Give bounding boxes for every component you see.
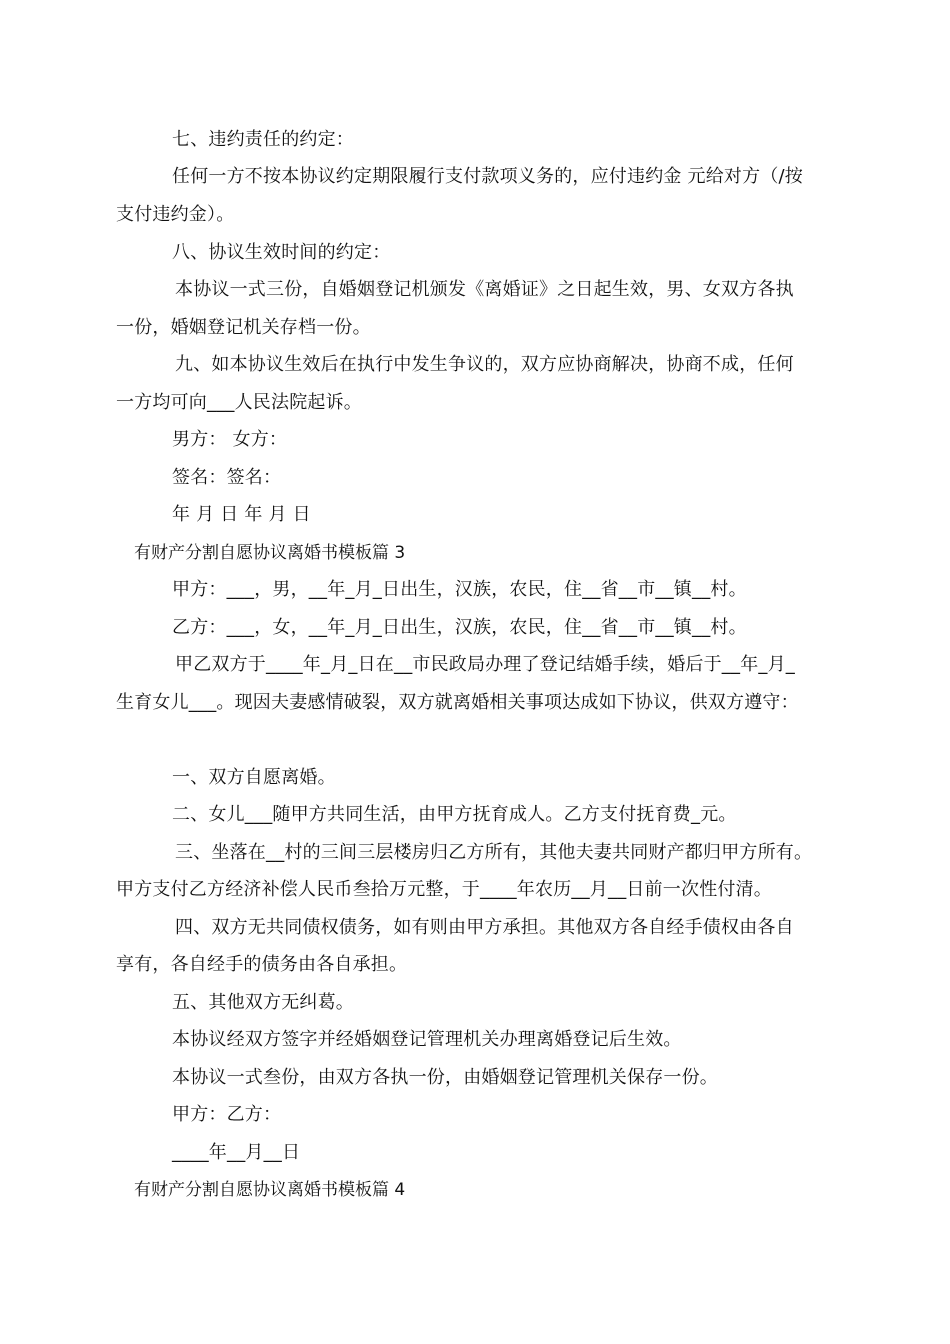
paragraph-line: 享有，各自经手的债务由各自承担。 (116, 954, 408, 975)
signature-party-line: 男方： 女方： (172, 429, 288, 450)
section-8-heading: 八、协议生效时间的约定： (172, 242, 391, 263)
paragraph-line: 支付违约金）。 (116, 204, 235, 225)
clause-3: 三、坐落在__村的三间三层楼房归乙方所有，其他夫妻共同财产都归甲方所有。 (175, 842, 813, 863)
template-4-title: 有财产分割自愿协议离婚书模板篇 4 (134, 1180, 406, 1200)
paragraph-line: 一份，婚姻登记机关存档一份。 (116, 317, 371, 338)
section-9-line: 九、如本协议生效后在执行中发生争议的，双方应协商解决，协商不成，任何 (175, 354, 794, 375)
clause-5: 五、其他双方无纠葛。 (172, 992, 354, 1013)
signature-date-line: ____年__月__日 (172, 1142, 301, 1163)
signature-name-line: 签名：签名： (172, 467, 282, 488)
clause-4: 四、双方无共同债权债务，如有则由甲方承担。其他双方各自经手债权由各自 (175, 917, 794, 938)
signature-date-line: 年 月 日 年 月 日 (172, 504, 311, 525)
template-3-title: 有财产分割自愿协议离婚书模板篇 3 (134, 543, 406, 563)
paragraph-line: 一方均可向___人民法院起诉。 (116, 392, 362, 413)
clause-1: 一、双方自愿离婚。 (172, 767, 336, 788)
party-a-info: 甲方：___，男，__年_月_日出生，汉族，农民，住__省__市__镇__村。 (172, 579, 747, 600)
copies-clause: 本协议一式叁份，由双方各执一份，由婚姻登记管理机关保存一份。 (172, 1067, 718, 1088)
effect-clause: 本协议经双方签字并经婚姻登记管理机关办理离婚登记后生效。 (172, 1029, 682, 1050)
clause-2: 二、女儿___随甲方共同生活，由甲方抚育成人。乙方支付抚育费_元。 (172, 804, 737, 825)
paragraph-line: 甲方支付乙方经济补偿人民币叁拾万元整，于____年农历__月__日前一次性付清。 (116, 879, 772, 900)
section-7-heading: 七、违约责任的约定： (172, 129, 354, 150)
paragraph-line: 甲乙双方于____年_月_日在__市民政局办理了登记结婚手续，婚后于__年_月_ (175, 654, 795, 675)
party-b-info: 乙方：___，女，__年_月_日出生，汉族，农民，住__省__市__镇__村。 (172, 617, 747, 638)
paragraph-line: 本协议一式三份，自婚姻登记机颁发《离婚证》之日起生效，男、女双方各执 (175, 279, 794, 300)
paragraph-line: 任何一方不按本协议约定期限履行支付款项义务的，应付违约金 元给对方（/按 (172, 166, 803, 187)
paragraph-line: 生育女儿___。现因夫妻感情破裂，双方就离婚相关事项达成如下协议，供双方遵守： (116, 692, 799, 713)
signature-party-line: 甲方：乙方： (172, 1104, 282, 1125)
